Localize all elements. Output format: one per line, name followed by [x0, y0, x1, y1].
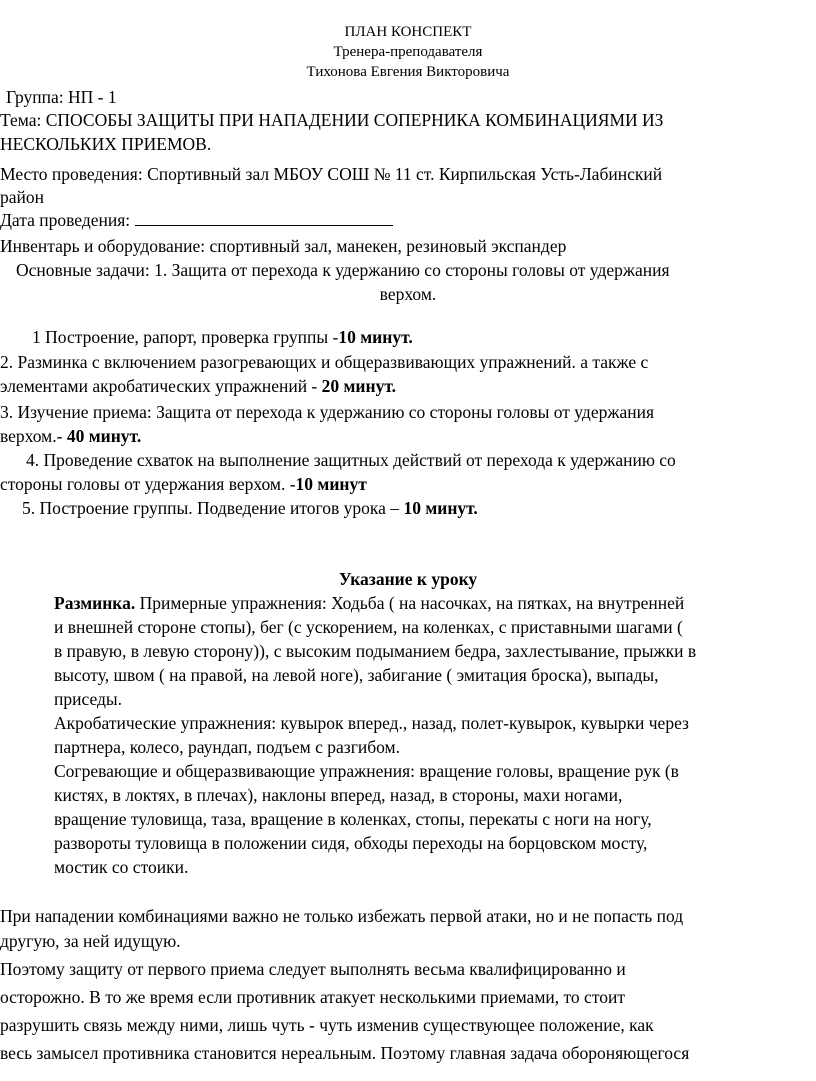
plan-item-3-text: верхом.- [0, 426, 67, 446]
equipment-line: Инвентарь и оборудование: спортивный зал, манекен, резиновый экспандер [0, 236, 567, 256]
warm-line-5: мостик со стоики. [54, 857, 189, 877]
plan-item-5-time: 10 минут. [403, 498, 478, 518]
place-line-1: Место проведения: Спортивный зал МБОУ СОШ № 11 ст. Кирпильская Усть-Лабинский [0, 164, 663, 184]
plan-item-1-text: 1 Построение, рапорт, проверка группы - [32, 327, 339, 347]
warm-line-3: вращение туловища, таза, вращение в коленках, стопы, перекаты с ноги на ногу, [54, 809, 652, 829]
plan-item-1-time: 10 минут. [338, 327, 413, 347]
date-line [0, 208, 393, 232]
doc-role: Тренера-преподавателя [333, 44, 483, 60]
para-2-line-1: Поэтому защиту от первого приема следует выполнять весьма квалифицированно и [0, 959, 626, 979]
warmup-label: Разминка. [54, 593, 136, 613]
plan-item-1 [32, 325, 413, 349]
date-label: Дата проведения: [0, 210, 135, 230]
warm-line-4: развороты туловища в положении сидя, обходы переходы на борцовском мосту, [54, 833, 648, 853]
plan-item-4-line-1: 4. Проведение схваток на выполнение защитных действий от перехода к удержанию со [26, 450, 676, 470]
warmup-line-3: в правую, в левую сторону)), с высоким подыманием бедра, захлестывание, прыжки в [54, 641, 697, 661]
tasks-line-2: верхом. [379, 284, 437, 304]
plan-item-3-line-2 [0, 424, 141, 448]
plan-item-3-time: 40 минут. [66, 426, 142, 446]
plan-item-2-line-1: 2. Разминка с включением разогревающих и общеразвивающих упражнений. а также с [0, 352, 649, 372]
warmup-line-5: приседы. [54, 689, 123, 709]
place-line-2: район [0, 187, 44, 207]
para-2-line-2: осторожно. В то же время если противник атакует несколькими приемами, то стоит [0, 987, 625, 1007]
para-1-line-2: другую, за ней идущую. [0, 931, 181, 951]
acro-line-1: Акробатические упражнения: кувырок вперед., назад, полет-кувырок, кувырки через [54, 713, 689, 733]
plan-item-4-time: 10 минут [295, 474, 367, 494]
warmup-text: Примерные упражнения: Ходьба ( на насочках, на пятках, на внутренней [135, 593, 685, 613]
warm-line-1: Согревающие и общеразвивающие упражнения: вращение головы, вращение рук (в [54, 761, 679, 781]
topic-line-2: НЕСКОЛЬКИХ ПРИЕМОВ. [0, 134, 212, 154]
plan-item-5 [22, 496, 478, 520]
plan-item-4-line-2 [0, 472, 367, 496]
para-2-line-3: разрушить связь между ними, лишь чуть - чуть изменив существующее положение, как [0, 1015, 654, 1035]
instructions-heading: Указание к уроку [338, 569, 478, 589]
warmup-line-2: и внешней стороне стопы), бег (с ускорением, на коленках, с приставными шагами ( [54, 617, 683, 637]
para-2-line-4: весь замысел противника становится нереальным. Поэтому главная задача обороняющегося [0, 1043, 690, 1063]
warm-line-2: кистях, в локтях, в плечах), наклоны вперед, назад, в стороны, махи ногами, [54, 785, 623, 805]
plan-item-2-time: 20 минут. [321, 376, 397, 396]
plan-item-2-text: элементами акробатических упражнений - [0, 376, 322, 396]
plan-item-4-text: стороны головы от удержания верхом. - [0, 474, 296, 494]
topic-line-1: Тема: СПОСОБЫ ЗАЩИТЫ ПРИ НАПАДЕНИИ СОПЕРНИКА КОМБИНАЦИЯМИ ИЗ [0, 110, 664, 130]
plan-item-2-line-2 [0, 374, 396, 398]
tasks-line-1: Основные задачи: 1. Защита от перехода к удержанию со стороны головы от удержания [16, 260, 670, 280]
warmup-line-1 [54, 591, 684, 615]
plan-item-5-text: 5. Построение группы. Подведение итогов урока – [22, 498, 404, 518]
doc-title: ПЛАН КОНСПЕКТ [344, 24, 472, 40]
date-blank [135, 208, 393, 226]
para-1-line-1: При нападении комбинациями важно не только избежать первой атаки, но и не попасть под [0, 906, 684, 926]
plan-item-3-line-1: 3. Изучение приема: Защита от перехода к удержанию со стороны головы от удержания [0, 402, 654, 422]
warmup-line-4: высоту, швом ( на правой, на левой ноге), забигание ( эмитация броска), выпады, [54, 665, 659, 685]
group-line: Группа: НП - 1 [6, 87, 117, 107]
doc-author: Тихонова Евгения Викторовича [306, 64, 510, 80]
acro-line-2: партнера, колесо, раундап, подъем с разгибом. [54, 737, 401, 757]
